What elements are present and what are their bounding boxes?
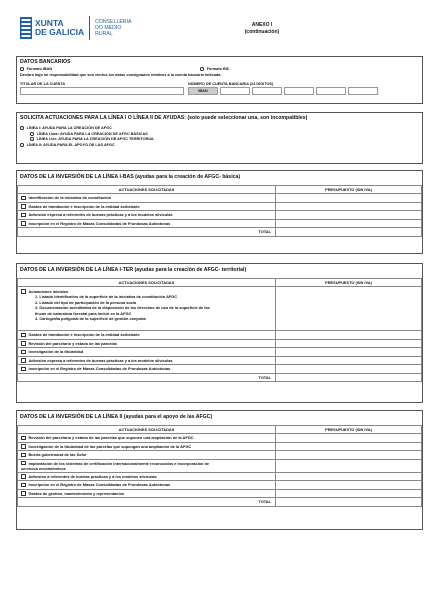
line1-radio[interactable] [20, 126, 24, 130]
line2-checkbox-7[interactable] [21, 491, 26, 496]
line2-amount-6[interactable] [276, 481, 422, 490]
iban-option-label: Formato IBAN [26, 67, 53, 71]
table-row [18, 489, 422, 498]
ter-checkbox-initial[interactable] [21, 289, 26, 294]
ter-amount-1[interactable] [276, 331, 422, 340]
logo-divider [89, 16, 90, 40]
line2-radio[interactable] [20, 143, 24, 147]
table-row [18, 356, 422, 365]
ter-checkbox-4[interactable] [21, 358, 26, 363]
bas-action-2: Gastos de tramitación e inscripción de la entidad solicitante [28, 203, 140, 209]
bic-option-label: Formato BIC [206, 67, 230, 71]
ter-checkbox-2[interactable] [21, 341, 26, 346]
bas-table [17, 185, 422, 237]
ter-amount-2[interactable] [276, 339, 422, 348]
bas-checkbox-1[interactable] [21, 196, 26, 201]
bas-amount-2[interactable] [276, 202, 422, 211]
dept-line-2: DO MEDIO [95, 25, 122, 31]
holder-label: TITULAR DE LA CUENTA [20, 82, 66, 86]
line2-action-6: Inscripción en el Registro de Masas Consolidadas de Frondosas Autóctonas [28, 482, 171, 488]
line2-amount-2[interactable] [276, 442, 422, 451]
ter-action-5: Inscripción en el Registro de Masas Consolidadas de Frondosas Autóctonas [28, 366, 171, 372]
request-section [16, 112, 423, 164]
bas-col-budget: PRESUPUESTO (SIN IVA) [276, 186, 422, 194]
line2-amount-4[interactable] [276, 459, 422, 472]
table-row [18, 331, 422, 340]
line2-amount-7[interactable] [276, 489, 422, 498]
ter-checkbox-1[interactable] [21, 333, 26, 338]
ter-action-1: Gastos de tramitación e inscripción de la entidad solicitante [28, 332, 140, 338]
bas-action-3: Adhesión expresa a referentes de buenas prácticas y a los modelos silvícolas [28, 212, 173, 218]
ter-sub-3: 3. Documentación acreditativa de la disposición de los derechos de uso de la superficie de las [35, 305, 210, 311]
ter-sub-3-cont: fincas de naturaleza forestal para incluir en la AFGC [35, 310, 132, 316]
dept-line-3: RURAL [95, 31, 113, 37]
ter-col-actions: ACTUACIONES SOLICITADAS [18, 279, 276, 287]
table-row [18, 434, 422, 443]
bas-amount-4[interactable] [276, 219, 422, 228]
line2-action-4-cont: servicios ecosistémicos [21, 465, 66, 471]
line2-action-3: Buena gobernanza de las Sofor [28, 452, 87, 458]
annex-subtitle: (continuación) [244, 29, 280, 35]
ter-title: DATOS DE LA INVERSIÓN DE LA LÍNEA I-TER (ayudas para la creación de AFGC- territorial) [20, 267, 247, 273]
ter-action-3: Investigación de la titularidad [28, 349, 84, 355]
line1-ter-radio[interactable] [30, 137, 34, 141]
account-field-2[interactable] [252, 87, 282, 95]
table-row [18, 202, 422, 211]
ter-amount-3[interactable] [276, 348, 422, 357]
line1-bas-radio[interactable] [30, 132, 34, 136]
table-row [18, 442, 422, 451]
ter-action-2: Revisión del parcelario y estado de las parcelas [28, 340, 117, 346]
table-row [18, 211, 422, 220]
document-header [20, 16, 420, 48]
line1-label: LÍNEA I: AYUDA PARA LA CREACIÓN DE AFGC [26, 126, 112, 130]
line1-ter-label: LÍNEA I-ter: AYUDA PARA LA CREACIÓN DE AFGC TERRITORIAL [36, 137, 155, 142]
line2-table [17, 425, 422, 507]
ter-action-4: Adhesión expresa a referentes de buenas prácticas y a los modelos silvícolas [28, 357, 173, 363]
account-label: NÚMERO DE CUENTA BANCARIA (24 DÍGITOS) [188, 82, 274, 86]
ter-total-label: TOTAL [18, 373, 276, 382]
ter-sub-1: 1. Listado identificativo de la superficie de la iniciativa de constitución AFGC [35, 294, 178, 299]
logo-line-2: DE GALICIA [35, 27, 85, 37]
line2-title: DATOS DE LA INVERSIÓN DE LA LÍNEA II (ayudas para el apoyo de las AFGC) [20, 414, 213, 420]
ter-table [17, 278, 422, 382]
line2-section [16, 410, 423, 530]
table-row [18, 459, 422, 472]
account-field-3[interactable] [284, 87, 314, 95]
bic-radio[interactable] [200, 67, 204, 71]
line2-action-5: Adhesión a referentes de buenas prácticas y a los modelos silvícolas [28, 473, 157, 479]
bank-section-title: DATOS BANCARIOS [20, 59, 71, 65]
xunta-logo [20, 16, 131, 40]
table-row [18, 194, 422, 203]
table-row [18, 481, 422, 490]
logo-line-1: XUNTA [35, 17, 64, 28]
bank-declaration: Declaro bajo mi responsabilidad que son ciertos los datos consignados relativos a la cuenta bancaria indicada. [20, 73, 222, 77]
iban-radio[interactable] [20, 67, 24, 71]
line2-amount-3[interactable] [276, 451, 422, 460]
ter-total-amount[interactable] [276, 373, 422, 382]
line1-bas-label: LÍNEA I-bas: AYUDA PARA LA CREACIÓN DE AFGC BÁSICAS [36, 131, 148, 136]
bas-section [16, 170, 423, 254]
bas-amount-3[interactable] [276, 211, 422, 220]
table-row [18, 287, 422, 331]
bas-total-amount[interactable] [276, 228, 422, 237]
account-field-4[interactable] [316, 87, 346, 95]
line2-checkbox-4[interactable] [21, 461, 26, 466]
line2-checkbox-3[interactable] [21, 453, 26, 458]
iban-label: IBAN [198, 89, 208, 93]
bas-title: DATOS DE LA INVERSIÓN DE LA LÍNEA I-BAS (ayudas para la creación de AFGC- básica) [20, 174, 241, 180]
table-row [18, 365, 422, 374]
annex-heading [238, 22, 286, 36]
table-row [18, 472, 422, 481]
request-title: SOLICITA ACTUACIONES PARA LA LÍNEA I O LÍNEA II DE AYUDAS: (solo puede seleccionar una, son incompatibles) [20, 115, 308, 121]
ter-col-budget: PRESUPUESTO (SIN IVA) [276, 279, 422, 287]
bas-col-actions: ACTUACIONES SOLICITADAS [18, 186, 276, 194]
holder-field[interactable] [20, 87, 184, 95]
line2-checkbox-5[interactable] [21, 474, 26, 479]
line2-action-2: Investigación de la titularidad de las parcelas que supongan una ampliación de la AFGC [28, 443, 192, 449]
line2-col-budget: PRESUPUESTO (SIN IVA) [276, 426, 422, 434]
line2-checkbox-6[interactable] [21, 483, 26, 488]
line2-amount-5[interactable] [276, 472, 422, 481]
bas-amount-1[interactable] [276, 194, 422, 203]
bas-checkbox-3[interactable] [21, 213, 26, 218]
table-row [18, 451, 422, 460]
table-row [18, 339, 422, 348]
annex-title: ANEXO I [251, 22, 273, 28]
line2-amount-1[interactable] [276, 434, 422, 443]
line2-total-amount[interactable] [276, 498, 422, 507]
line2-action-1: Revisión del parcelario y estado de las parcelas que suponen una ampliación de la AFGC [28, 435, 194, 441]
bas-total-label: TOTAL [18, 228, 276, 237]
ter-checkbox-3[interactable] [21, 350, 26, 355]
bas-checkbox-2[interactable] [21, 204, 26, 209]
dept-line-1: CONSELLERÍA [95, 19, 132, 25]
ter-amount-4[interactable] [276, 356, 422, 365]
bank-data-section [16, 56, 423, 104]
galicia-shield-icon [20, 17, 32, 39]
table-row [18, 348, 422, 357]
line2-checkbox-1[interactable] [21, 436, 26, 441]
account-field-1[interactable] [220, 87, 250, 95]
bas-checkbox-4[interactable] [21, 221, 26, 226]
ter-sub-2: 2. Listado del tipo de participación de la persona socia [35, 299, 137, 305]
ter-sub-4: 4. Cartografía poligonal de la superficie de gestión conjunta [35, 316, 146, 322]
iban-prefix [188, 87, 218, 95]
bas-action-1: Identificación de la iniciativa de constitución [28, 195, 112, 201]
ter-initial-label: Actuaciones iniciales [28, 289, 69, 294]
ter-checkbox-5[interactable] [21, 367, 26, 372]
line2-checkbox-2[interactable] [21, 444, 26, 449]
account-field-5[interactable] [348, 87, 378, 95]
line2-total-label: TOTAL [18, 498, 276, 507]
line2-label: LÍNEA II: AYUDA PARA EL APOYO DE LAS AFGC [26, 143, 115, 147]
line2-action-4: Implantación de los sistemas de certificación internacionalmente reconocidos e incorporación de [28, 460, 210, 466]
bas-action-4: Inscripción en el Registro de Masas Consolidadas de Frondosas Autóctonas [28, 220, 171, 226]
line2-action-7: Gastos de gestión, mantenimiento y representación [28, 490, 125, 496]
ter-amount-5[interactable] [276, 365, 422, 374]
ter-amount-initial[interactable] [276, 287, 422, 331]
ter-section [16, 263, 423, 403]
line2-col-actions: ACTUACIONES SOLICITADAS [18, 426, 276, 434]
table-row [18, 219, 422, 228]
